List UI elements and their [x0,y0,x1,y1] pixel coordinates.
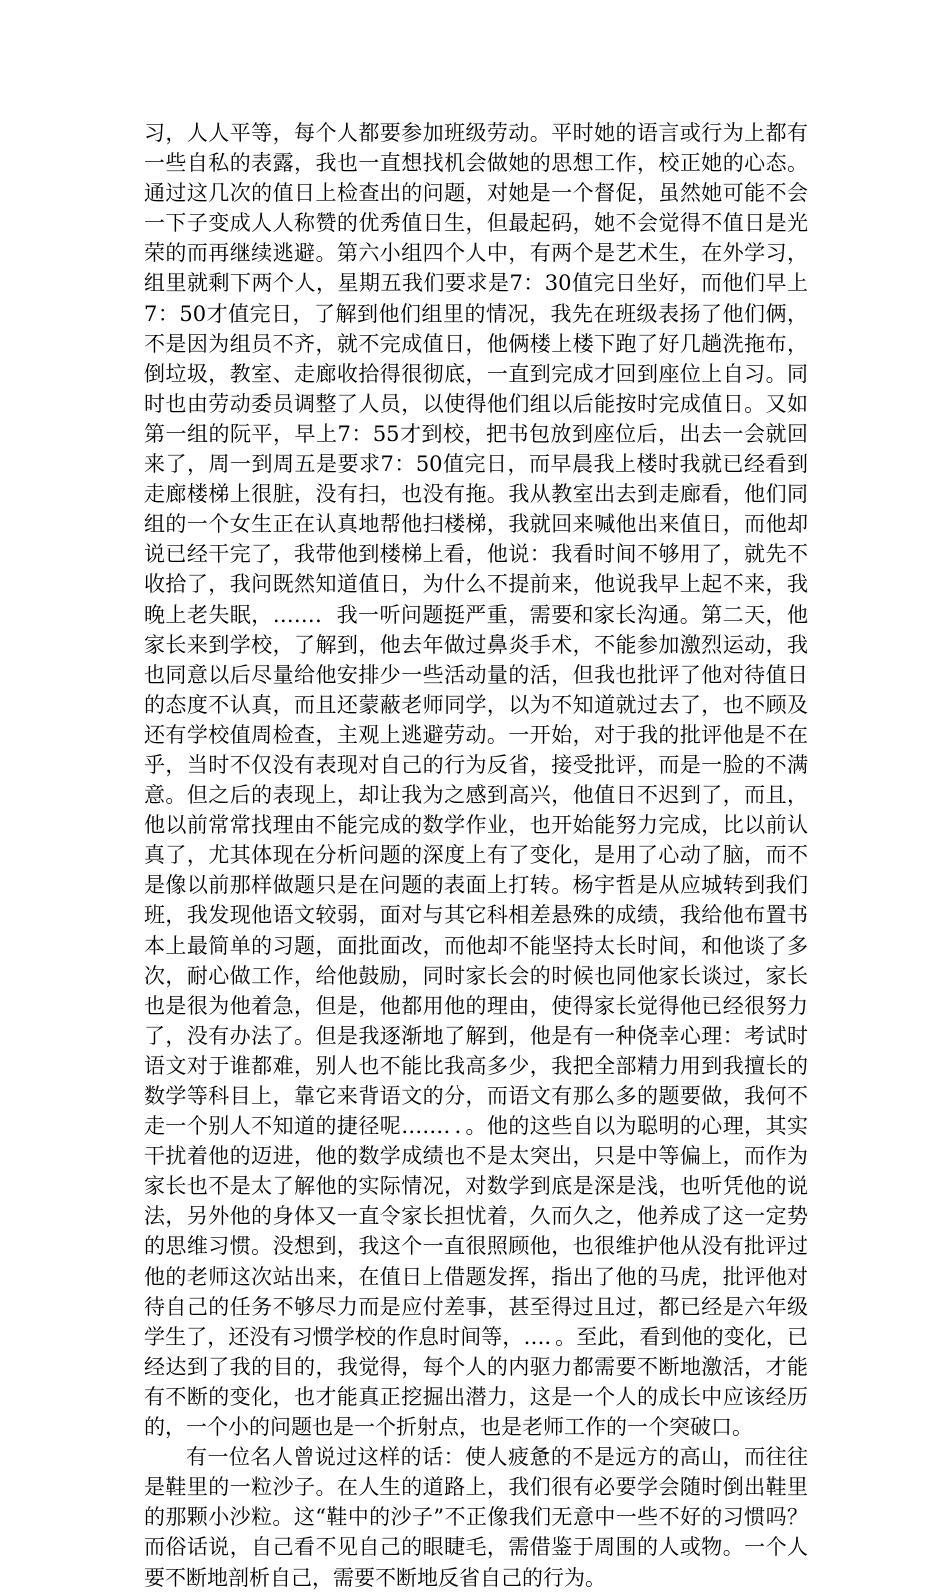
body-paragraph-2: 有一位名人曾说过这样的话：使人疲惫的不是远方的高山，而往往是鞋里的一粒沙子。在人生的道路上，我们很有必要学会随时倒出鞋里的那颗小沙粒。这“鞋中的沙子”不正像我们无意中一些不好的习惯吗？ 而俗话说，自己看不见自己的眼睫毛，需借鉴于周围的人或物。一个人要不断地剖析自己，需要不断地反省自己的行为。 [144,1445,808,1590]
body-paragraph-1: 习，人人平等，每个人都要参加班级劳动。平时她的语言或行为上都有一些自私的表露，我也一直想找机会做她的思想工作，校正她的心态。通过这几次的值日上检查出的问题，对她是一个督促，虽然她可能不会一下子变成人人称赞的优秀值日生，但最起码，她不会觉得不值日是光荣的而再继续逃避。第六小组四个人中，有两个是艺术生，在外学习，组里就剩下两个人，星期五我们要求是7：30值完日坐好，而他们早上7：50才值完日，了解到他们组里的情况，我先在班级表扬了他们俩，不是因为组员不齐，就不完成值日，他俩楼上楼下跑了好几趟洗拖布，倒垃圾，教室、走廊收拾得很彻底，一直到完成才回到座位上自习。同时也由劳动委员调整了人员，以使得他们组以后能按时完成值日。又如第一组的阮平，早上7：55才到校，把书包放到座位后，出去一会就回来了，周一到周五是要求7：50值完日，而早晨我上楼时我就已经看到走廊楼梯上很脏，没有扫，也没有拖。我从教室出去到走廊看，他们同组的一个女生正在认真地帮他扫楼梯，我就回来喊他出来值日，而他却说已经干完了，我带他到楼梯上看，他说：我看时间不够用了，就先不收拾了，我问既然知道值日，为什么不提前来，他说我早上起不来，我晚上老失眠，……．我一听问题挺严重，需要和家长沟通。第二天，他家长来到学校，了解到，他去年做过鼻炎手术，不能参加激烈运动，我也同意以后尽量给他安排少一些活动量的活，但我也批评了他对待值日的态度不认真，而且还蒙蔽老师同学，以为不知道就过去了，也不顾及还有学校值周检查，主观上逃避劳动。一开始，对于我的批评他是不在乎，当时不仅没有表现对自己的行为反省，接受批评，而是一脸的不满意。但之后的表现上，却让我为之感到高兴，他值日不迟到了，而且，他以前常常找理由不能完成的数学作业，也开始能努力完成，比以前认真了，尤其体现在分析问题的深度上有了变化，是用了心动了脑，而不是像以前那样做题只是在问题的表面上打转。杨宇哲是从应城转到我们班，我发现他语文较弱，面对与其它科相差悬殊的成绩，我给他布置书本上最简单的习题，面批面改，而他却不能坚持太长时间，和他谈了多次，耐心做工作，给他鼓励，同时家长会的时候也同他家长谈过，家长也是很为他着急，但是，他都用他的理由，使得家长觉得他已经很努力了，没有办法了。但是我逐渐地了解到，他是有一种侥幸心理：考试时语文对于谁都难，别人也不能比我高多少，我把全部精力用到我擅长的数学等科目上，靠它来背语文的分，而语文有那么多的题要做，我何不走一个别人不知道的捷径呢……．．。他的这些自以为聪明的心理，其实干扰着他的迈进，他的数学成绩也不是太突出，只是中等偏上，而作为家长也不是太了解他的实际情况，对数学到底是深是浅，也听凭他的说法，另外他的身体又一直令家长担忧着，久而久之，他养成了这一定势的思维习惯。没想到，我这个一直很照顾他，也很维护他从没有批评过他的老师这次站出来，在值日上借题发挥，指出了他的马虎，批评他对待自己的任务不够尽力而是应付差事，甚至得过且过，都已经是六年级学生了，还没有习惯学校的作息时间等，…．。至此，看到他的变化，已经达到了我的目的，我觉得，每个人的内驱力都需要不断地激活，才能有不断的变化，也才能真正挖掘出潜力，这是一个人的成长中应该经历的，一个小的问题也是一个折射点，也是老师工作的一个突破口。 [144,121,808,1440]
document-body [144,118,808,1593]
